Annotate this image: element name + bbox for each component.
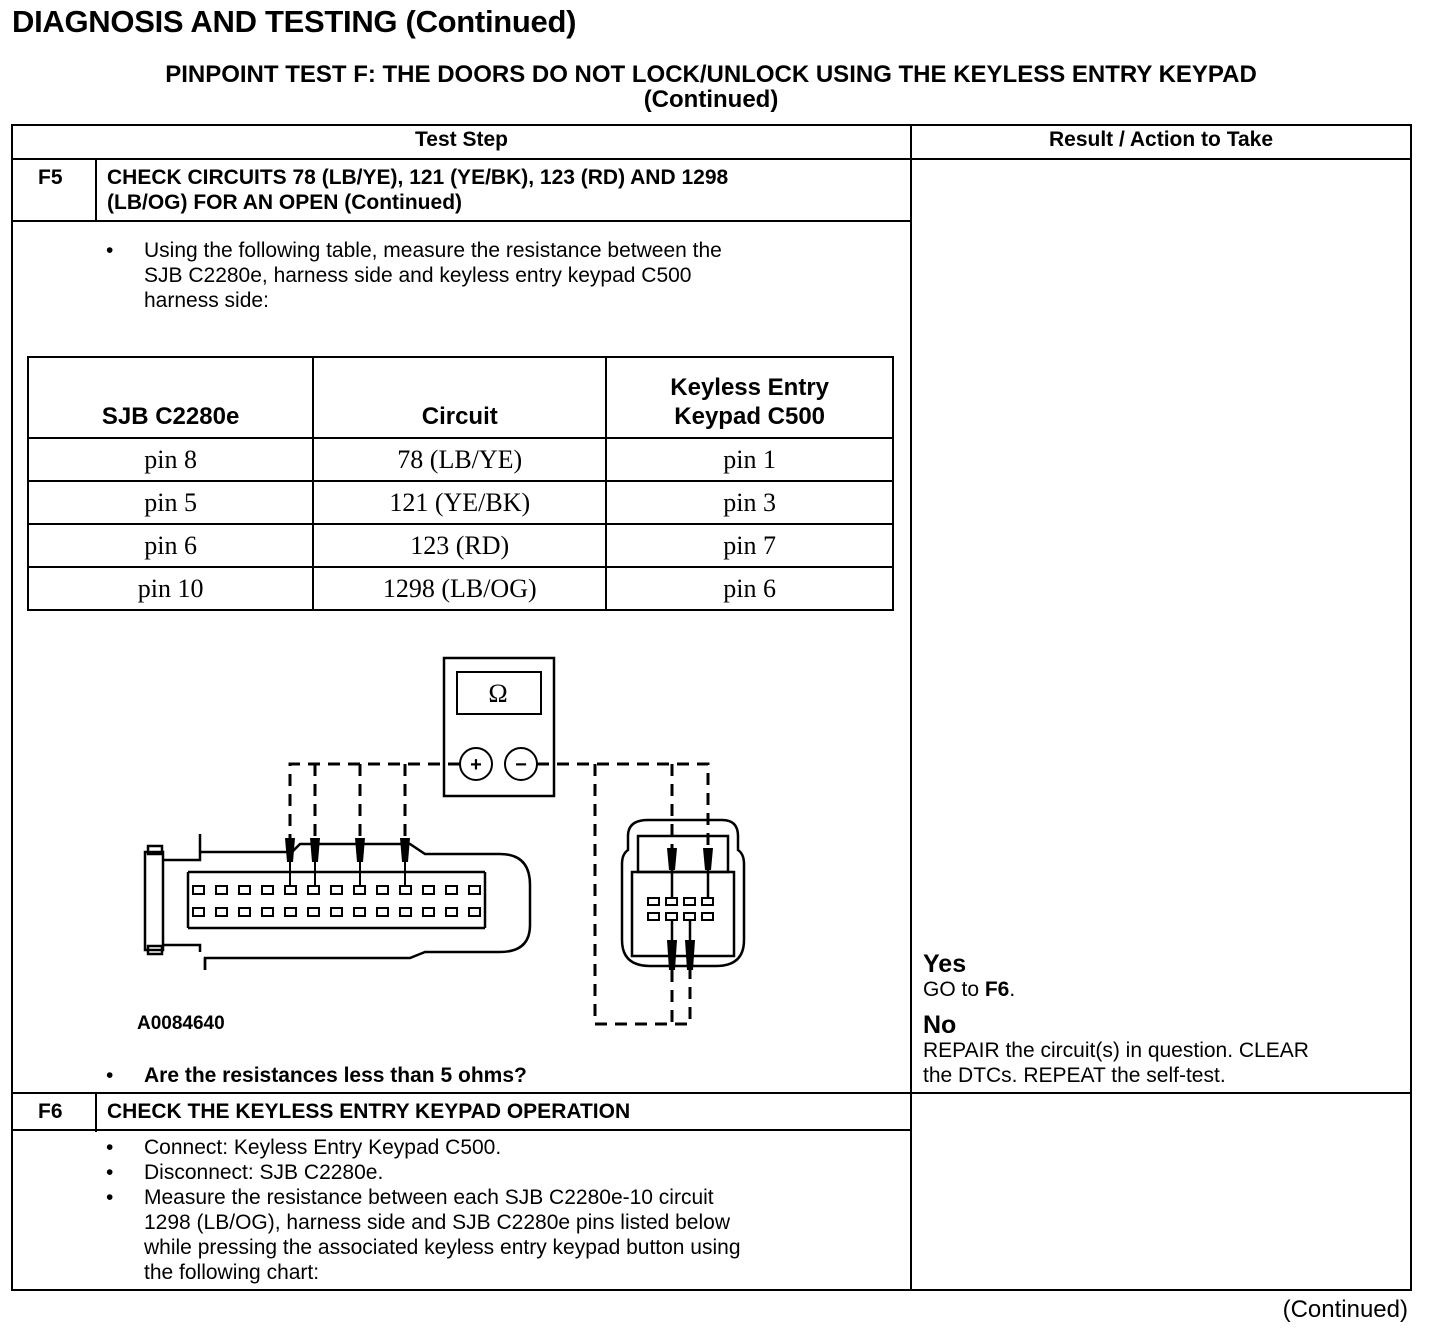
table-cell: pin 1 [606,438,893,481]
f5-instruction: • Using the following table, measure the resistance between the SJB C2280e, harness side and keyless entry keypad C500 harness side: [106,239,722,312]
f5-instruction-line: harness side: [144,289,269,312]
keypad-connector [622,820,744,966]
f6-bullet-connect: • Connect: Keyless Entry Keypad C500. [106,1136,502,1159]
step-title-f5-line2: (LB/OG) FOR AN OPEN (Continued) [107,191,463,214]
step-id-f6: F6 [38,1100,63,1123]
table-cell: pin 3 [606,481,893,524]
table-row [28,481,893,524]
table-cell: pin 7 [606,524,893,567]
table-cell: pin 8 [28,438,313,481]
pin-table-header-circuit: Circuit [313,357,606,438]
result-no-text: REPAIR the circuit(s) in question. CLEAR the DTCs. REPEAT the self-test. [923,1039,1309,1087]
continued-footer: (Continued) [1282,1296,1408,1323]
result-yes-text: GO to F6. [923,978,1016,1001]
pinpoint-test-title: PINPOINT TEST F: THE DOORS DO NOT LOCK/UNLOCK USING THE KEYLESS ENTRY KEYPAD [165,61,1257,88]
figure-id: A0084640 [137,1013,225,1034]
keypad-pins [648,898,713,920]
f5-instruction-line: Using the following table, measure the resistance between the [144,239,722,262]
table-cell: pin 6 [28,524,313,567]
sjb-pins [193,886,480,916]
pin-table-header-keypad: Keyless Entry Keypad C500 [606,357,893,438]
table-row [28,438,893,481]
table-cell: 121 (YE/BK) [313,481,606,524]
probe-lead-positive [290,764,460,840]
step-title-f6: CHECK THE KEYLESS ENTRY KEYPAD OPERATION [107,1100,631,1123]
step-title-f5-line1: CHECK CIRCUITS 78 (LB/YE), 121 (YE/BK), 123 (RD) AND 1298 [107,166,729,189]
f6-bullet-disconnect: • Disconnect: SJB C2280e. [106,1161,384,1184]
pin-table [27,356,894,611]
col-header-result: Result / Action to Take [1048,128,1274,151]
f6-bullet-measure: • Measure the resistance between each SJB C2280e-10 circuit 1298 (LB/OG), harness side and SJB C2280e pins listed below while pressing the associated keyless entry keypad button using the following chart: [106,1186,741,1284]
table-cell: 78 (LB/YE) [313,438,606,481]
result-yes-label: Yes [923,950,967,978]
minus-icon: − [515,754,527,776]
f5-instruction-line: SJB C2280e, harness side and keyless entry keypad C500 [144,264,692,287]
table-cell: 123 (RD) [313,524,606,567]
table-cell: pin 6 [606,567,893,610]
table-cell: pin 5 [28,481,313,524]
plus-icon: + [470,754,482,776]
step-id-f5: F5 [38,166,63,189]
pin-table-header [28,357,893,438]
col-header-test-step: Test Step [415,128,508,151]
table-row [28,524,893,567]
sjb-connector [145,834,530,970]
table-cell: pin 10 [28,567,313,610]
wiring-diagram [0,640,910,1050]
pin-table-header-sjb: SJB C2280e [28,357,313,438]
goto-f6-link: F6 [984,978,1010,1001]
result-no-label: No [923,1011,957,1039]
page-title: DIAGNOSIS AND TESTING (Continued) [12,4,577,39]
table-cell: 1298 (LB/OG) [313,567,606,610]
table-row [28,567,893,610]
pinpoint-test-continued: (Continued) [643,86,779,113]
ohm-symbol-icon: Ω [488,679,508,708]
f5-question: • Are the resistances less than 5 ohms? [106,1064,527,1087]
